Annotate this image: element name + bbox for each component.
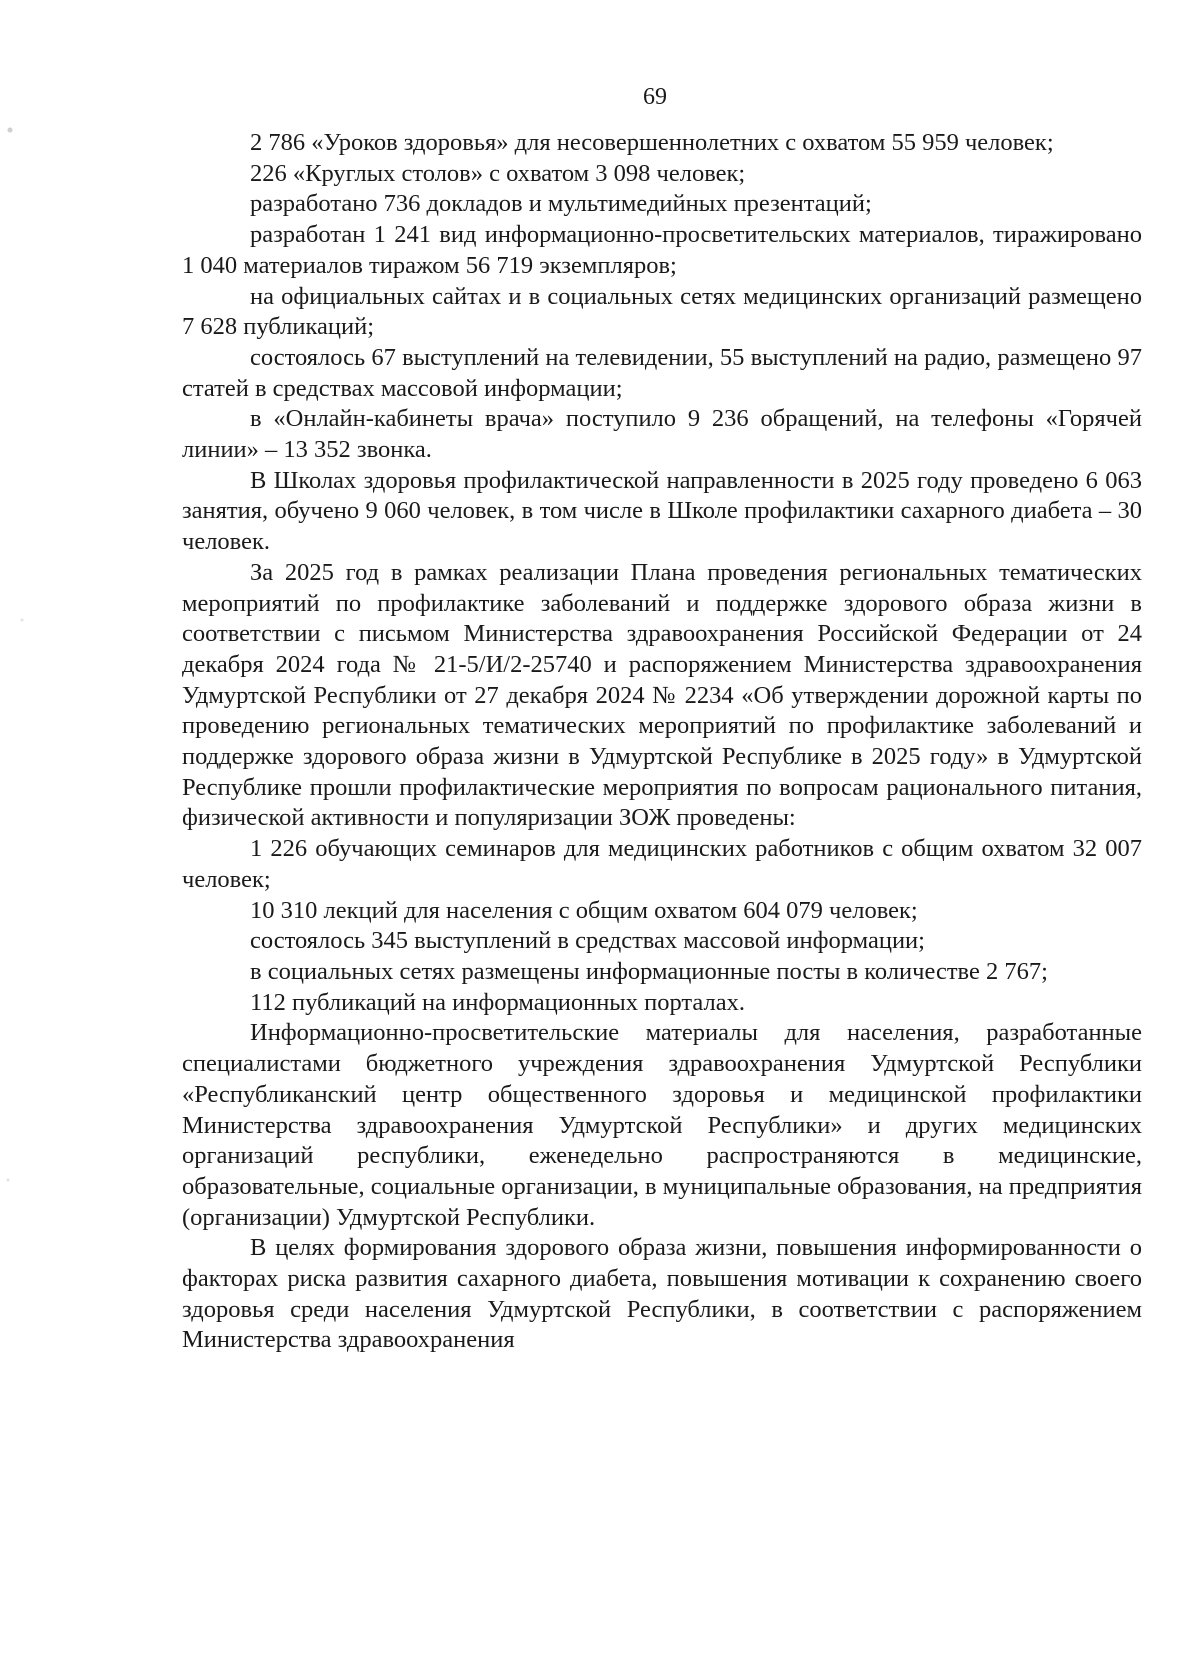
paragraph-materials: разработан 1 241 вид информационно-просветительских материалов, тиражировано 1 040 материалов тиражом 56 719 экземпляров;	[182, 221, 1142, 279]
scan-edge-speckle	[0, 0, 40, 1660]
paragraph-online-requests: в «Онлайн-кабинеты врача» поступило 9 236 обращений, на телефоны «Горячей линии» – 13 352 звонка.	[182, 405, 1142, 464]
paragraph-health-lessons: 2 786 «Уроков здоровья» для несовершеннолетних с охватом 55 959 человек;	[250, 129, 1054, 156]
paragraph-lectures: 10 310 лекций для населения с общим охватом 604 079 человек;	[250, 896, 918, 924]
paragraph-media-appearances: состоялось 67 выступлений на телевидении, 55 выступлений на радио, размещено 97 статей в средствах массовой информации;	[182, 343, 1142, 402]
paragraph-mass-media: состоялось 345 выступлений в средствах массовой информации;	[250, 927, 925, 955]
paragraph-social-posts: в социальных сетях размещены информационные посты в количестве 2 767;	[250, 957, 1048, 985]
paragraph-portal-publications: 112 публикаций на информационных порталах.	[250, 988, 746, 1016]
paragraph-round-tables: 226 «Круглых столов» с охватом 3 098 человек;	[250, 159, 746, 187]
document-body	[182, 128, 1142, 1356]
paragraph-distribution: Информационно-просветительские материалы для населения, разработанные специалистами бюджетного учреждения здравоохранения Удмуртской Республики «Республиканский центр общественного здоровья и медицинской профилактики Министерства здравоохранения Удмуртской Республики» и других медицинских организаций республики, еженедельно распространяются в медицинские, образовательные, социальные организации, в муниципальные образования, на предприятия (организации) Удмуртской Республики.	[182, 1019, 1142, 1231]
page-number: 69	[643, 84, 667, 110]
paragraph-seminars: 1 226 обучающих семинаров для медицинских работников с общим охватом 32 007 человек;	[182, 835, 1142, 893]
paragraph-thematic-events: За 2025 год в рамках реализации Плана проведения региональных тематических мероприятий по профилактике заболеваний и поддержке здорового образа жизни в соответствии с письмом Министерства здравоохранения Российской Федерации от 24 декабря 2024 года № 21-5/И/2-25740 и распоряжением Министерства здравоохранения Удмуртской Республики от 27 декабря 2024 № 2234 «Об утверждении дорожной карты по проведению региональных тематических мероприятий по профилактике заболеваний и поддержке здорового образа жизни в Удмуртской Республике в 2025 году» в Удмуртской Республике прошли профилактические мероприятия по вопросам рационального питания, физической активности и популяризации ЗОЖ проведены:	[182, 558, 1142, 832]
paragraph-reports: разработано 736 докладов и мультимедийных презентаций;	[250, 190, 872, 218]
paragraph-publications: на официальных сайтах и в социальных сетях медицинских организаций размещено 7 628 публикаций;	[182, 282, 1142, 341]
paragraph-diabetes-awareness: В целях формирования здорового образа жизни, повышения информированности о факторах риска развития сахарного диабета, повышения мотивации к сохранению своего здоровья среди населения Удмуртской Республики, в соответствии с распоряжением Министерства здравоохранения	[182, 1234, 1142, 1354]
paragraph-health-schools: В Школах здоровья профилактической направленности в 2025 году проведено 6 063 занятия, обучено 9 060 человек, в том числе в Школе профилактики сахарного диабета – 30 человек.	[182, 466, 1142, 556]
